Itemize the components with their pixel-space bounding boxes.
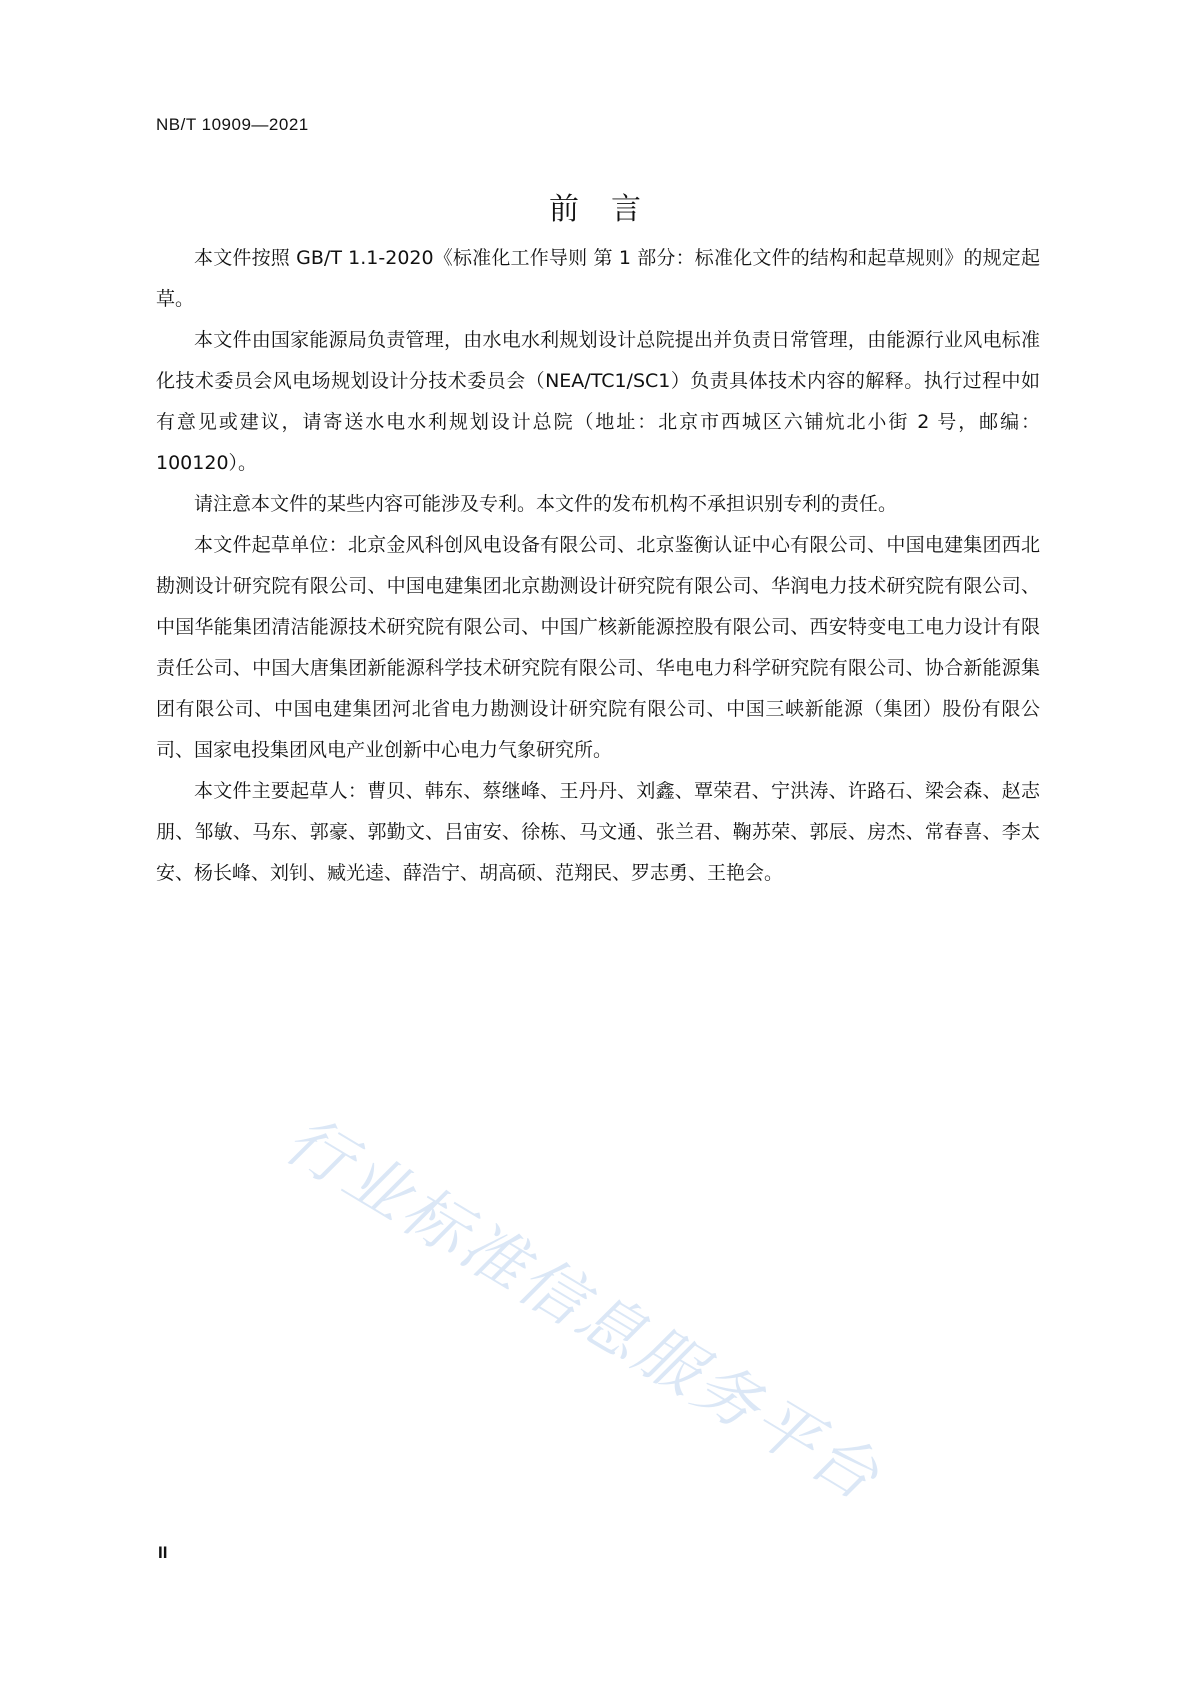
- foreword-body: [156, 238, 1040, 894]
- paragraph-patent-notice: 请注意本文件的某些内容可能涉及专利。本文件的发布机构不承担识别专利的责任。: [194, 493, 898, 515]
- paragraph-drafting-basis: 本文件按照 GB/T 1.1-2020《标准化工作导则 第 1 部分：标准化文件的结构和起草规则》的规定起草。: [156, 247, 1040, 310]
- page-number: II: [158, 1543, 168, 1562]
- page-title: 前言: [549, 192, 673, 228]
- watermark: 行业标准信息服务平台: [272, 1102, 894, 1517]
- paragraph-drafters: 本文件主要起草人：曹贝、韩东、蔡继峰、王丹丹、刘鑫、覃荣君、宁洪涛、许路石、梁会森、赵志朋、邹敏、马东、郭豪、郭勤文、吕宙安、徐栋、马文通、张兰君、鞠苏荣、郭辰、房杰、常春喜、李太安、杨长峰、刘钊、臧光逵、薛浩宁、胡高硕、范翔民、罗志勇、王艳会。: [156, 780, 1040, 884]
- standard-code: NB/T 10909—2021: [156, 115, 309, 134]
- paragraph-drafting-units: 本文件起草单位：北京金风科创风电设备有限公司、北京鉴衡认证中心有限公司、中国电建集团西北勘测设计研究院有限公司、中国电建集团北京勘测设计研究院有限公司、华润电力技术研究院有限公司、中国华能集团清洁能源技术研究院有限公司、中国广核新能源控股有限公司、西安特变电工电力设计有限责任公司、中国大唐集团新能源科学技术研究院有限公司、华电电力科学研究院有限公司、协合新能源集团有限公司、中国电建集团河北省电力勘测设计研究院有限公司、中国三峡新能源（集团）股份有限公司、国家电投集团风电产业创新中心电力气象研究所。: [156, 534, 1040, 761]
- paragraph-management: 本文件由国家能源局负责管理，由水电水利规划设计总院提出并负责日常管理，由能源行业风电标准化技术委员会风电场规划设计分技术委员会（NEA/TC1/SC1）负责具体技术内容的解释。执行过程中如有意见或建议，请寄送水电水利规划设计总院（地址：北京市西城区六铺炕北小街 2 号，邮编：100120）。: [156, 329, 1040, 474]
